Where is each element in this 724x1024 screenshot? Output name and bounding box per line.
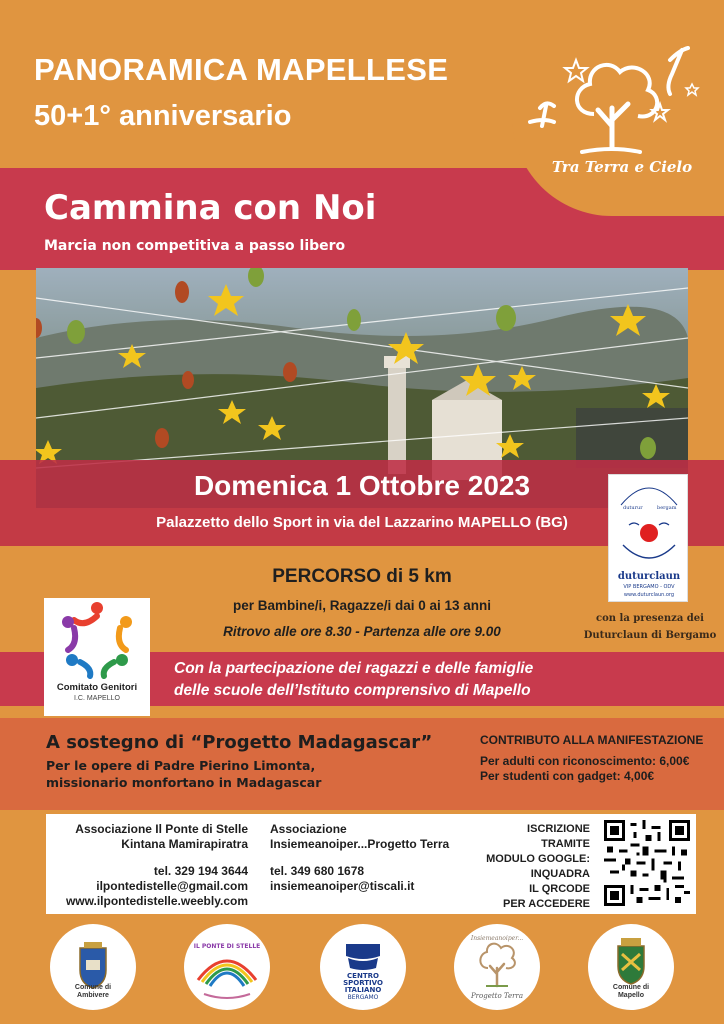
duturclaun-top-right: bergam: [657, 505, 677, 511]
poster-title: PANORAMICA MAPELLESE: [34, 52, 449, 87]
qr-code-icon[interactable]: [604, 820, 690, 906]
comitato-name: Comitato Genitori: [56, 682, 138, 693]
event-date: Domenica 1 Ottobre 2023: [193, 470, 531, 501]
association1-contact: [46, 864, 248, 909]
association1-line1: Associazione Il Ponte di Stelle: [75, 822, 248, 836]
contribution-student: Per studenti con gadget: 4,00€: [480, 769, 655, 783]
subheadline: Marcia non competitiva a passo libero: [44, 238, 346, 254]
association1-email[interactable]: ilpontedistelle@gmail.com: [96, 879, 248, 893]
duturclaun-url: www.duturclaun.org: [623, 592, 675, 598]
route-title: PERCORSO di 5 km: [272, 566, 452, 587]
association2-email[interactable]: insiemeanoiper@tiscali.it: [270, 879, 415, 893]
comune-ambivere-logo: [50, 924, 136, 1010]
csi-line3: ITALIANO: [344, 986, 382, 994]
registration-line: TRAMITE: [541, 838, 590, 850]
association1-name: [70, 822, 248, 852]
tree-icon: [512, 30, 724, 216]
mapello-caption-line2: Mapello: [617, 992, 645, 999]
tree-icon: [454, 924, 540, 1010]
csi-line1: CENTRO: [347, 972, 379, 980]
brand-name: Tra Terra e Cielo: [551, 158, 693, 176]
association1-line2: Kintana Mamirapiratra: [121, 837, 248, 851]
madagascar-line1: Per le opere di Padre Pierino Limonta,: [46, 758, 316, 773]
association2-contact: [270, 864, 414, 894]
ambivere-caption-line1: Comune di: [74, 984, 112, 991]
registration-line: INQUADRA: [530, 868, 590, 880]
comune-mapello-logo: [588, 924, 674, 1010]
registration-line: ISCRIZIONE: [527, 823, 590, 835]
association2-name: [270, 822, 449, 852]
event-venue: Palazzetto dello Sport in via del Lazzarino MAPELLO (BG): [156, 514, 568, 531]
mapello-caption-line1: Comune di: [612, 984, 650, 991]
route-schedule: Ritrovo alle ore 8.30 - Partenza alle ore 9.00: [223, 624, 501, 639]
ponte-stelle-text: IL PONTE DI STELLE: [193, 943, 261, 950]
ponte-di-stelle-logo: [184, 924, 270, 1010]
duturclaun-sub: VIP BERGAMO - ODV: [623, 584, 675, 590]
madagascar-title: A sostegno di “Progetto Madagascar”: [46, 732, 433, 753]
comitato-genitori-logo: [44, 598, 150, 716]
people-circle-icon: [44, 598, 150, 682]
rainbow-bridge-icon: [184, 924, 270, 1010]
registration-instructions: [466, 822, 590, 912]
madagascar-line2: missionario monfortano in Madagascar: [46, 775, 322, 790]
csi-bergamo-logo: [320, 924, 406, 1010]
participation-line2: delle scuole dell’Istituto comprensivo di Mapello: [174, 682, 531, 699]
registration-line: IL QRCODE: [529, 883, 590, 895]
duturclaun-top-left: duturur: [623, 505, 643, 511]
route-audience: per Bambine/i, Ragazze/i dai 0 ai 13 anni: [232, 598, 492, 613]
association2-phone[interactable]: tel. 349 680 1678: [270, 864, 365, 878]
insiemeanoiper-logo: [454, 924, 540, 1010]
insieme-bottom-text: Progetto Terra: [470, 992, 524, 1000]
association2-line1: Associazione: [270, 822, 347, 836]
comitato-sub: I.C. MAPELLO: [74, 695, 120, 702]
duturclaun-name: duturclaun: [617, 571, 681, 582]
csi-icon: [320, 924, 406, 1010]
duturclaun-caption-line2: Duturclaun di Bergamo: [583, 630, 717, 641]
association1-website[interactable]: www.ilpontedistelle.weebly.com: [65, 894, 248, 908]
contribution-adult: Per adulti con riconoscimento: 6,00€: [480, 754, 690, 768]
headline: Cammina con Noi: [44, 188, 377, 228]
registration-line: MODULO GOOGLE:: [486, 853, 590, 865]
tra-terra-e-cielo-logo: [512, 30, 724, 216]
participation-line1: Con la partecipazione dei ragazzi e delle famiglie: [174, 660, 534, 677]
csi-line2: SPORTIVO: [343, 979, 383, 987]
duturclaun-caption-line1: con la presenza dei: [596, 613, 704, 624]
poster-subtitle: 50+1° anniversario: [34, 100, 292, 132]
association2-line2: Insiemeanoiper...Progetto Terra: [270, 837, 450, 851]
contribution-title: CONTRIBUTO ALLA MANIFESTAZIONE: [480, 733, 704, 747]
association1-phone[interactable]: tel. 329 194 3644: [153, 864, 248, 878]
registration-line: PER ACCEDERE: [503, 898, 590, 910]
contacts-box: [46, 814, 696, 914]
ambivere-caption-line2: Ambivere: [77, 992, 109, 999]
insieme-top-text: Insiemeanoiper...: [470, 935, 524, 942]
csi-line4: BERGAMO: [347, 994, 379, 1001]
